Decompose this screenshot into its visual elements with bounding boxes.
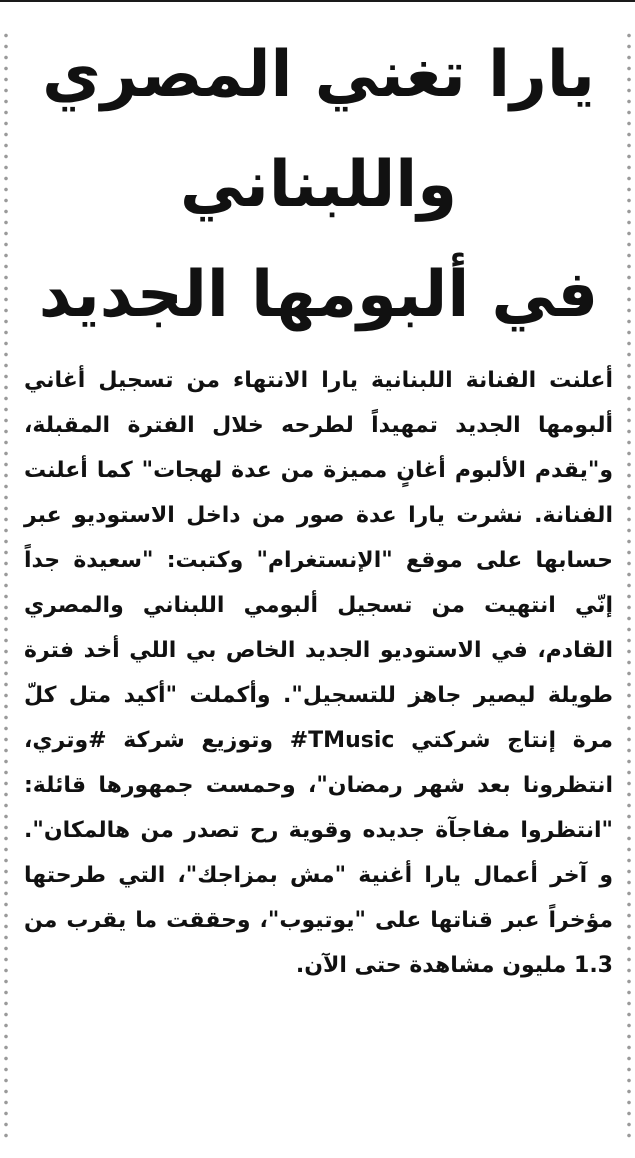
headline-line-1: يارا تغني المصري واللبناني [42,38,595,222]
article-body: أعلنت الفنانة اللبنانية يارا الانتهاء من تسجيل أغاني ألبومها الجديد تمهيداً لطرحه خلال الفترة المقبلة، و"يقدم الألبوم أغانٍ مميزة من عدة لهجات" كما أعلنت الفنانة. نشرت يارا عدة صور من داخل الاستوديو عبر حسابها على موقع "الإنستغرام" وكتبت: "سعيدة جداً إنّي انتهيت من تسجيل ألبومي اللبناني والمصري القادم، في الاستوديو الجديد الخاص بي اللي أخد فترة طويلة ليصير جاهز للتسجيل". وأكملت "أكيد متل كلّ مرة إنتاج شركتي TMusic# وتوزيع شركة #وتري، انتظرونا بعد شهر رمضان"، وحمست جمهورها قائلة: "انتظروا مفاجآة جديده وقوية رح تصدر من هالمكان". و آخر أعمال يارا أغنية "مش بمزاجك"، التي طرحتها مؤخراً عبر قناتها على "يوتيوب"، وحققت ما يقرب من 1.3 مليون مشاهدة حتى الآن. [24,368,613,978]
headline-line-2: في ألبومها الجديد [38,258,599,332]
right-dotted-border [626,30,632,1144]
article [24,20,613,988]
left-dotted-border [3,30,9,1144]
top-rule [0,0,635,2]
headline [24,20,613,350]
